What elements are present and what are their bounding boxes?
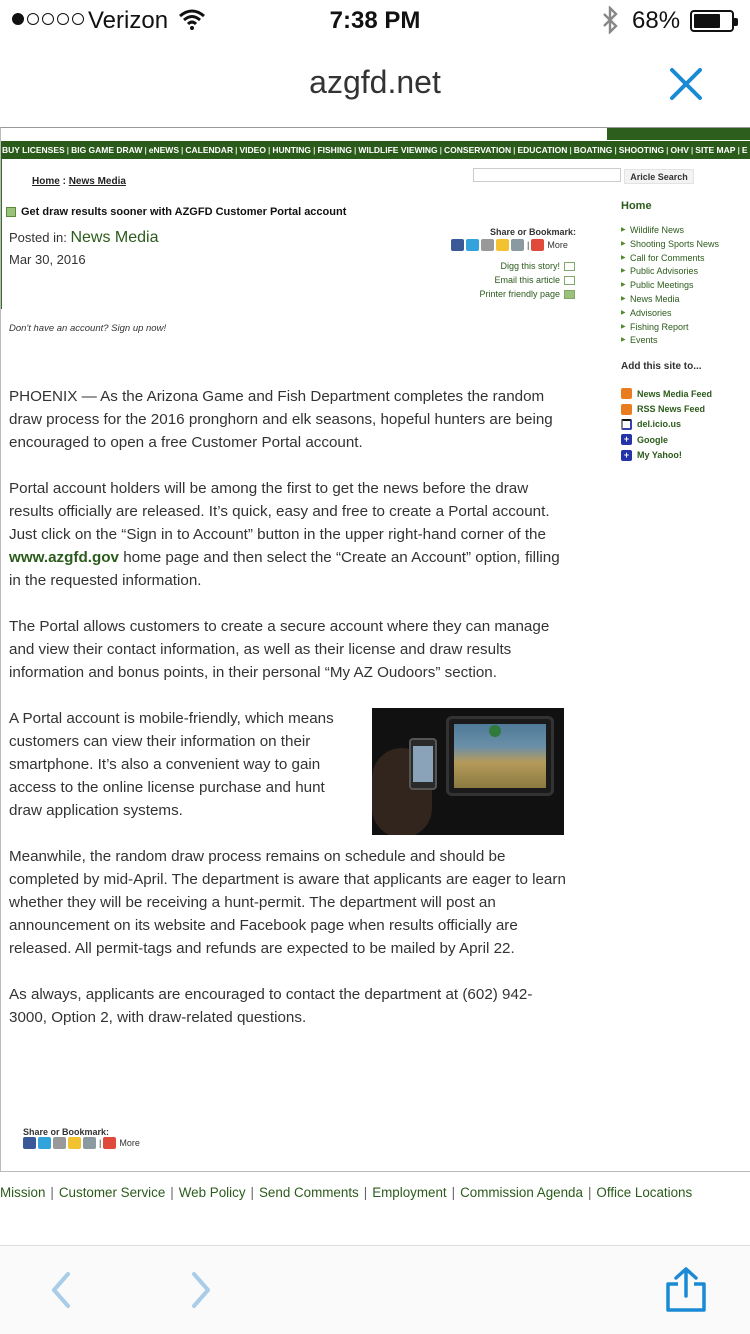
paragraph: A Portal account is mobile-friendly, which means customers can view their information on their smartphone. It’s also a convenient way to gain access to the online license purchase and hunt draw application systems.	[9, 710, 334, 819]
carrier-label: Verizon	[88, 7, 169, 34]
nav-item-fishing[interactable]: FISHING	[317, 145, 352, 155]
document-icon	[6, 207, 16, 217]
header-strip	[607, 128, 750, 140]
nav-item-shooting[interactable]: SHOOTING	[618, 145, 665, 155]
feed-my-yahoo[interactable]: + My Yahoo!	[621, 447, 750, 462]
status-bar	[0, 0, 750, 40]
sidebar-item-advisories[interactable]: ▶ Advisories	[621, 307, 750, 321]
paragraph: PHOENIX — As the Arizona Game and Fish Department completes the random draw process for the 2016 pronghorn and elk seasons, hopeful hunters are being encouraged to open a free Customer Portal account.	[9, 388, 553, 451]
add-more-icon[interactable]	[103, 1137, 116, 1149]
delicious-icon	[621, 419, 632, 430]
email-icon[interactable]	[481, 239, 494, 251]
article-title-row	[6, 206, 346, 218]
favorite-icon[interactable]	[496, 239, 509, 251]
content-divider	[1, 1171, 750, 1172]
nav-item-buy-licenses[interactable]: BUY LICENSES	[2, 145, 65, 155]
footer-link-web-policy[interactable]: Web Policy	[178, 1185, 246, 1200]
sidebar-home-link[interactable]: Home	[621, 200, 652, 212]
add-more-icon[interactable]	[531, 239, 544, 251]
nav-item-e[interactable]: E	[741, 145, 748, 155]
web-content	[0, 127, 750, 1172]
nav-item-ohv[interactable]: OHV	[670, 145, 689, 155]
nav-item-enews[interactable]: eNEWS	[148, 145, 179, 155]
close-icon[interactable]	[664, 62, 708, 106]
posted-label: Posted in:	[9, 230, 67, 245]
paragraph: The Portal allows customers to create a secure account where they can manage and view their contact information, as well as their license and draw results information and bonus points, in their personal “My AZ Oudoors” section.	[9, 618, 550, 681]
print-icon[interactable]	[511, 239, 524, 251]
plus-icon: +	[621, 434, 632, 445]
article-photo	[372, 708, 564, 835]
plus-icon: +	[621, 450, 632, 461]
nav-item-big-game-draw[interactable]: BIG GAME DRAW	[71, 145, 143, 155]
paragraph: Meanwhile, the random draw process remains on schedule and should be completed by mid-April. The department is aware that applicants are eager to learn whether they will be receiving a hunt-permit. The department will post an announcement on its website and Facebook page when results officially are released. All permit-tags and refunds are expected to be mailed by April 22.	[9, 848, 566, 957]
sidebar	[621, 200, 750, 463]
share-more-link[interactable]: More	[547, 240, 568, 250]
breadcrumb-home[interactable]: Home	[32, 176, 60, 187]
footer-link-send-comments[interactable]: Send Comments	[259, 1185, 359, 1200]
share-label: Share or Bookmark:	[23, 1127, 110, 1137]
article-search-input[interactable]	[473, 168, 621, 182]
breadcrumb-sep: :	[62, 176, 66, 187]
browser-toolbar	[0, 1246, 750, 1334]
sidebar-item-public-advisories[interactable]: ▶ Public Advisories	[621, 265, 750, 279]
twitter-icon[interactable]	[38, 1137, 51, 1149]
bluetooth-icon	[600, 6, 620, 34]
sidebar-item-call-for-comments[interactable]: ▶ Call for Comments	[621, 252, 750, 266]
printer-icon	[564, 290, 575, 299]
feed-rss-news[interactable]: RSS News Feed	[621, 401, 750, 416]
battery-percent: 68%	[632, 7, 681, 34]
posted-category-link[interactable]: News Media	[70, 229, 159, 246]
nav-item-education[interactable]: EDUCATION	[517, 145, 568, 155]
sidebar-item-public-meetings[interactable]: ▶ Public Meetings	[621, 279, 750, 293]
left-rule	[1, 159, 2, 309]
rss-icon	[621, 388, 632, 399]
nav-item-video[interactable]: VIDEO	[239, 145, 266, 155]
article-body	[9, 385, 569, 1052]
footer-link-employment[interactable]: Employment	[372, 1185, 447, 1200]
printer-friendly-link[interactable]: Printer friendly page	[479, 289, 560, 299]
signup-prompt[interactable]: Don't have an account? Sign up now!	[9, 323, 167, 334]
add-site-heading: Add this site to...	[621, 361, 702, 373]
nav-item-calendar[interactable]: CALENDAR	[185, 145, 234, 155]
breadcrumb-current[interactable]: News Media	[68, 176, 126, 187]
chevron-left-icon[interactable]	[46, 1270, 76, 1310]
facebook-icon[interactable]	[23, 1137, 36, 1149]
share-bookmark-top	[451, 227, 576, 251]
digg-icon	[564, 262, 575, 271]
site-nav: BUY LICENSES | BIG GAME DRAW | eNEWS | CALENDAR | VIDEO | HUNTING | FISHING | WILDLIFE VIEWING | CONSERVATION | EDUCATION | BOATING | SHOOTING | OHV | SITE MAP | E	[1, 141, 750, 159]
article-search-button[interactable]: Aricle Search	[624, 169, 694, 184]
favorite-icon[interactable]	[68, 1137, 81, 1149]
url-bar	[0, 40, 750, 126]
share-sep: |	[527, 240, 530, 250]
facebook-icon[interactable]	[451, 239, 464, 251]
feed-news-media[interactable]: News Media Feed	[621, 386, 750, 401]
clock: 7:38 PM	[329, 7, 421, 34]
article-tools	[479, 259, 575, 301]
envelope-icon	[564, 276, 575, 285]
battery-icon	[690, 10, 734, 32]
share-sep: |	[99, 1138, 102, 1148]
footer-link-office-locations[interactable]: Office Locations	[596, 1185, 693, 1200]
paragraph: Portal account holders will be among the first to get the news before the draw results officially are released. It’s quick, easy and free to create a Portal account. Just click on the “Sign in to Account” button in the upper right-hand corner of the www.azgfd.gov home page and then select the “Create an Account” option, filling in the requested information.	[9, 480, 560, 589]
share-label: Share or Bookmark:	[489, 227, 576, 237]
sidebar-item-fishing-report[interactable]: ▶ Fishing Report	[621, 321, 750, 335]
sidebar-links	[621, 224, 750, 348]
footer-link-customer-service[interactable]: Customer Service	[58, 1185, 166, 1200]
rss-icon	[621, 404, 632, 415]
share-more-link[interactable]: More	[119, 1138, 140, 1148]
footer-link-mission[interactable]: Mission	[0, 1185, 46, 1200]
sidebar-item-wildlife-news[interactable]: ▶ Wildlife News	[621, 224, 750, 238]
share-icon[interactable]	[662, 1266, 710, 1314]
footer-links: Mission | Customer Service | Web Policy | Send Comments | Employment | Commission Agenda | Office Locations	[0, 1185, 693, 1200]
email-article-link[interactable]: Email this article	[494, 275, 560, 285]
feed-delicious[interactable]: del.icio.us	[621, 417, 750, 432]
nav-item-hunting[interactable]: HUNTING	[272, 145, 312, 155]
nav-item-conservation[interactable]: CONSERVATION	[444, 145, 512, 155]
url-domain[interactable]: azgfd.net	[309, 64, 441, 100]
twitter-icon[interactable]	[466, 239, 479, 251]
nav-item-site-map[interactable]: SITE MAP	[695, 145, 736, 155]
feed-links	[621, 386, 750, 462]
print-icon[interactable]	[83, 1137, 96, 1149]
nav-item-boating[interactable]: BOATING	[573, 145, 613, 155]
sidebar-item-news-media[interactable]: ▶ News Media	[621, 293, 750, 307]
digg-link[interactable]: Digg this story!	[500, 261, 560, 271]
breadcrumb	[32, 176, 126, 187]
paragraph: As always, applicants are encouraged to contact the department at (602) 942-3000, Option 2, with draw-related questions.	[9, 986, 533, 1026]
email-icon[interactable]	[53, 1137, 66, 1149]
azgfd-link[interactable]: www.azgfd.gov	[9, 549, 119, 566]
chevron-right-icon[interactable]	[186, 1270, 216, 1310]
footer-link-commission-agenda[interactable]: Commission Agenda	[460, 1185, 583, 1200]
feed-google[interactable]: + Google	[621, 432, 750, 447]
sidebar-item-shooting-sports-news[interactable]: ▶ Shooting Sports News	[621, 238, 750, 252]
posted-in	[9, 229, 158, 247]
article-date: Mar 30, 2016	[9, 252, 86, 267]
sidebar-item-events[interactable]: ▶ Events	[621, 334, 750, 348]
article-title: Get draw results sooner with AZGFD Customer Portal account	[21, 206, 347, 218]
share-bookmark-bottom	[23, 1127, 140, 1149]
nav-item-wildlife-viewing[interactable]: WILDLIFE VIEWING	[358, 145, 438, 155]
